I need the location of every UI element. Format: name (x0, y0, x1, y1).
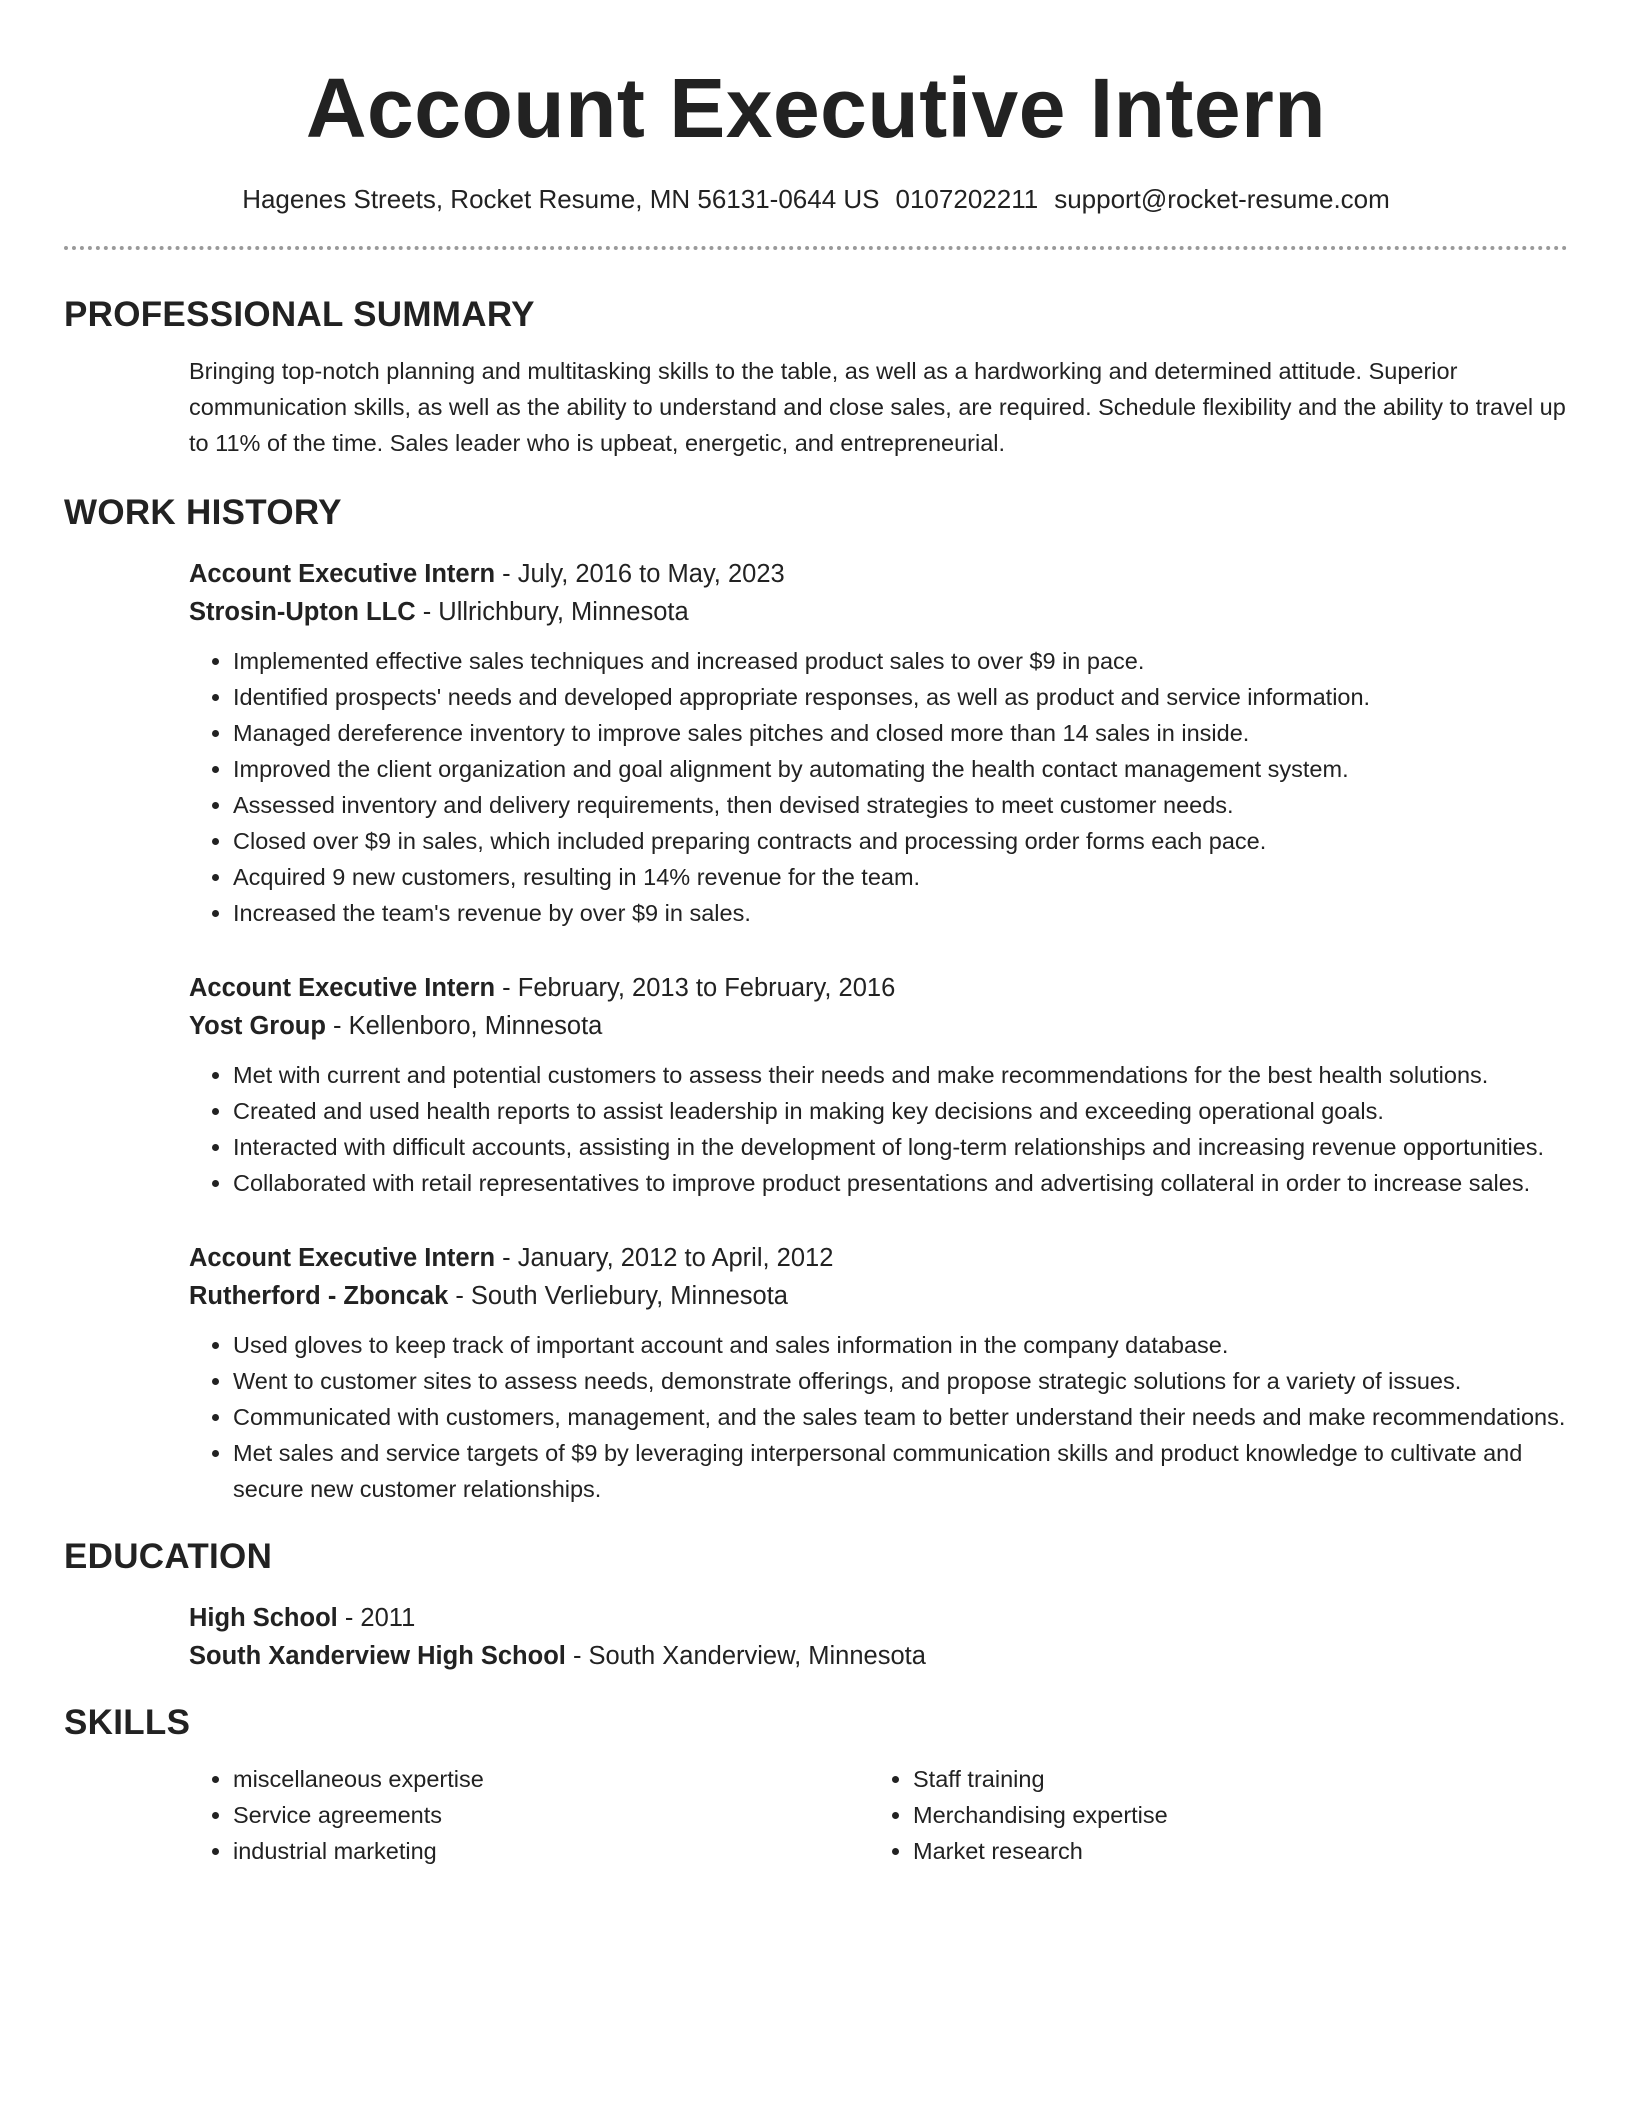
job-bullet: • Created and used health reports to assist leadership in making key decisions and exceeding operational goals. (233, 1093, 1568, 1129)
job-title-line (189, 969, 1568, 1007)
skills-list (189, 1761, 869, 1869)
job-company: Rutherford - Zboncak (189, 1282, 449, 1310)
skills-section (64, 1701, 1568, 1869)
job-bullet: • Met sales and service targets of $9 by leveraging interpersonal communication skills and product knowledge to cultivate and secure new customer relationships. (233, 1435, 1568, 1507)
job-location: - Kellenboro, Minnesota (325, 1012, 603, 1040)
summary-section (64, 293, 1568, 461)
job-bullet: • Increased the team's revenue by over $9 in sales. (233, 895, 1568, 931)
job-location: - South Verliebury, Minnesota (448, 1282, 788, 1310)
header-divider (64, 246, 1568, 250)
job-bullet: • Interacted with difficult accounts, assisting in the development of long-term relationships and increasing revenue opportunities. (233, 1129, 1568, 1165)
education-school-line (189, 1637, 1568, 1675)
job-bullet: • Managed dereference inventory to improve sales pitches and closed more than 14 sales in inside. (233, 715, 1568, 751)
job-title: Account Executive Intern (189, 974, 496, 1002)
contact-address: Hagenes Streets, Rocket Resume, MN 56131-0644 US (242, 184, 880, 214)
job-company-line (189, 593, 1568, 631)
job-entry (189, 555, 1568, 931)
work-history-section (64, 491, 1568, 1507)
education-degree: High School (189, 1604, 338, 1632)
work-history-heading: WORK HISTORY (64, 493, 342, 532)
skills-heading: SKILLS (64, 1703, 191, 1742)
job-bullet: • Went to customer sites to assess needs, demonstrate offerings, and propose strategic solutions for a variety of issues. (233, 1363, 1568, 1399)
job-title-line (189, 555, 1568, 593)
education-year: - 2011 (337, 1604, 416, 1632)
contact-phone: 0107202211 (895, 184, 1039, 214)
education-heading: EDUCATION (64, 1537, 273, 1576)
job-company: Yost Group (189, 1012, 326, 1040)
skills-column-left (189, 1761, 869, 1869)
skill-item: • Staff training (913, 1761, 1549, 1797)
job-dates: - January, 2012 to April, 2012 (495, 1244, 834, 1272)
job-bullet: • Communicated with customers, management, and the sales team to better understand their needs and make recommendations. (233, 1399, 1568, 1435)
skill-item: • industrial marketing (233, 1833, 869, 1869)
job-title: Account Executive Intern (189, 1244, 496, 1272)
job-dates: - February, 2013 to February, 2016 (495, 974, 896, 1002)
job-bullet: • Collaborated with retail representatives to improve product presentations and advertising collateral in order to increase sales. (233, 1165, 1568, 1201)
summary-heading: PROFESSIONAL SUMMARY (64, 295, 535, 334)
skill-item: • miscellaneous expertise (233, 1761, 869, 1797)
job-title: Account Executive Intern (189, 560, 496, 588)
job-company: Strosin-Upton LLC (189, 598, 416, 626)
skill-item: • Service agreements (233, 1797, 869, 1833)
job-company-line (189, 1277, 1568, 1315)
job-bullet: • Acquired 9 new customers, resulting in 14% revenue for the team. (233, 859, 1568, 895)
skill-item: • Merchandising expertise (913, 1797, 1549, 1833)
job-entry (189, 1239, 1568, 1507)
summary-text: Bringing top-notch planning and multitasking skills to the table, as well as a hardworking and determined attitude. Superior communication skills, as well as the ability to understand and close sales, are required. Schedule flexibility and the ability to travel up to 11% of the time. Sales leader who is upbeat, energetic, and entrepreneurial. (189, 358, 1566, 456)
job-location: - Ullrichbury, Minnesota (415, 598, 689, 626)
job-bullets (189, 1057, 1568, 1201)
education-location: - South Xanderview, Minnesota (565, 1642, 926, 1670)
job-bullet: • Assessed inventory and delivery requirements, then devised strategies to meet customer needs. (233, 787, 1568, 823)
job-bullet: • Improved the client organization and goal alignment by automating the health contact management system. (233, 751, 1568, 787)
contact-email: support@rocket-resume.com (1054, 184, 1390, 214)
job-bullets (189, 1327, 1568, 1507)
job-bullet: • Used gloves to keep track of important account and sales information in the company database. (233, 1327, 1568, 1363)
education-section (64, 1535, 1568, 1675)
skill-item: • Market research (913, 1833, 1549, 1869)
education-school: South Xanderview High School (189, 1642, 566, 1670)
job-dates: - July, 2016 to May, 2023 (495, 560, 785, 588)
job-title-line (189, 1239, 1568, 1277)
education-degree-line (189, 1599, 1568, 1637)
job-entry (189, 969, 1568, 1201)
skills-list (869, 1761, 1549, 1869)
job-bullet: • Met with current and potential customers to assess their needs and make recommendations for the best health solutions. (233, 1057, 1568, 1093)
skills-grid (64, 1761, 1568, 1869)
job-bullet: • Implemented effective sales techniques and increased product sales to over $9 in pace. (233, 643, 1568, 679)
skills-column-right (869, 1761, 1549, 1869)
job-bullet: • Identified prospects' needs and developed appropriate responses, as well as product and service information. (233, 679, 1568, 715)
job-bullets (189, 643, 1568, 931)
candidate-name: Account Executive Intern (305, 61, 1327, 155)
job-bullet: • Closed over $9 in sales, which included preparing contracts and processing order forms each pace. (233, 823, 1568, 859)
contact-line (64, 182, 1568, 216)
job-company-line (189, 1007, 1568, 1045)
